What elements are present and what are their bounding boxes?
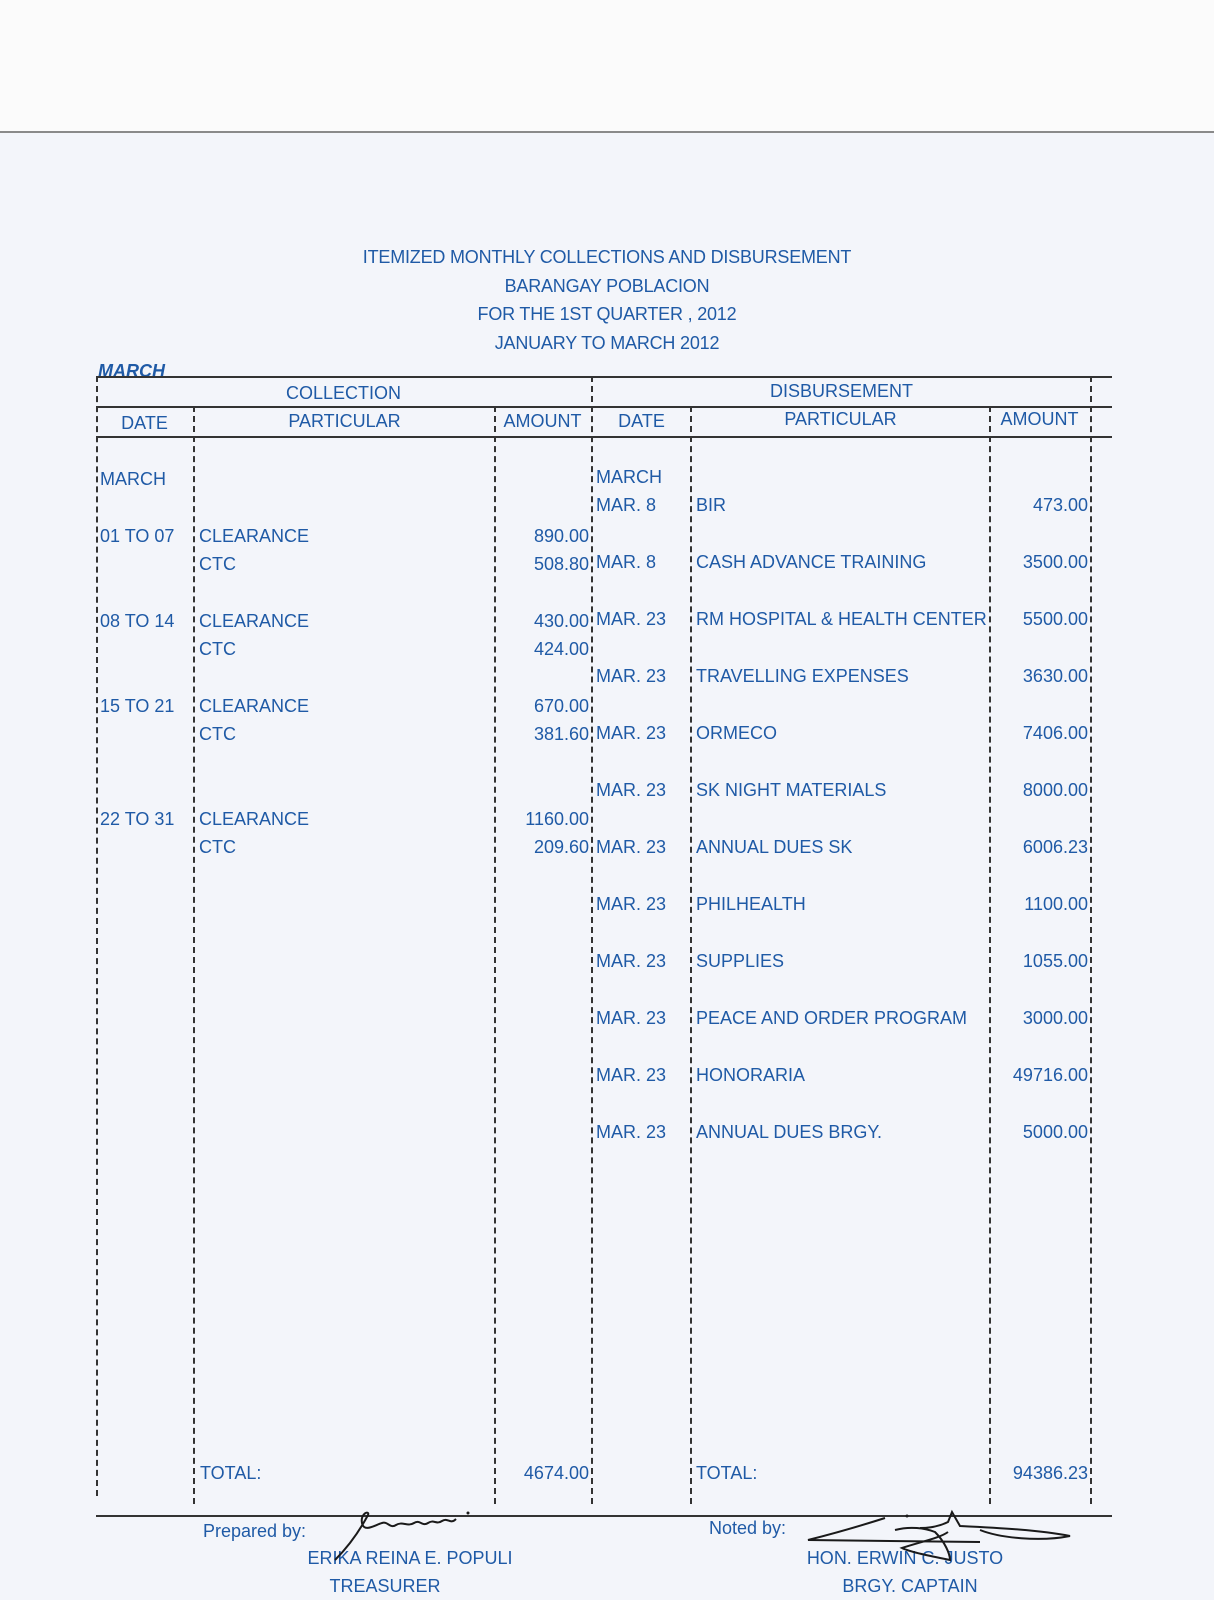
disbursement-row-1-amount: 3500.00 xyxy=(1022,552,1088,572)
disbursement-row-4-date: MAR. 23 xyxy=(596,723,667,743)
collection-row-2-amount: 508.80 xyxy=(533,554,589,574)
collection-row-6-particular: CTC xyxy=(199,724,236,744)
disbursement-row-10-amount: 49716.00 xyxy=(1012,1065,1088,1085)
collection-date-header: DATE xyxy=(121,413,168,433)
disbursement-row-1-particular: CASH ADVANCE TRAINING xyxy=(696,552,927,572)
disbursement-row-3-amount: 3630.00 xyxy=(1022,666,1088,686)
collection-total-amount: 4674.00 xyxy=(523,1463,589,1483)
collection-row-3-particular: CLEARANCE xyxy=(199,611,310,631)
disbursement-row-7-date: MAR. 23 xyxy=(596,894,667,914)
disbursement-row-1-date: MAR. 8 xyxy=(596,552,657,572)
disbursement-total-label: TOTAL: xyxy=(696,1463,758,1483)
collection-row-7-date: 22 TO 31 xyxy=(100,809,175,829)
disbursement-row-9-amount: 3000.00 xyxy=(1022,1008,1088,1028)
collection-row-3-date: 08 TO 14 xyxy=(100,611,175,631)
disbursement-row-6-date: MAR. 23 xyxy=(596,837,667,857)
disbursement-section-header: DISBURSEMENT xyxy=(769,381,913,401)
disbursement-row-5-date: MAR. 23 xyxy=(596,780,667,800)
disbursement-row-11-date: MAR. 23 xyxy=(596,1122,667,1142)
disbursement-row-0-date: MAR. 8 xyxy=(596,495,657,515)
disbursement-row-11-particular: ANNUAL DUES BRGY. xyxy=(696,1122,883,1142)
collection-section-header: COLLECTION xyxy=(285,383,402,403)
disbursement-row-2-amount: 5500.00 xyxy=(1022,609,1088,629)
disbursement-row-0-particular: BIR xyxy=(696,495,727,515)
prepared-by-name: ERIKA REINA E. POPULI xyxy=(307,1548,513,1568)
disbursement-row-2-particular: RM HOSPITAL & HEALTH CENTER xyxy=(696,609,987,629)
collection-row-8-particular: CTC xyxy=(199,837,236,857)
scanner-background xyxy=(0,0,1214,131)
disbursement-row-10-particular: HONORARIA xyxy=(696,1065,806,1085)
disbursement-row-0-amount: 473.00 xyxy=(1032,495,1088,515)
collection-row-3-amount: 430.00 xyxy=(533,611,589,631)
disbursement-row-5-amount: 8000.00 xyxy=(1022,780,1088,800)
month-label: MARCH xyxy=(98,361,165,381)
collection-row-0-date: MARCH xyxy=(100,469,166,489)
collection-row-5-date: 15 TO 21 xyxy=(100,696,175,716)
collection-row-4-particular: CTC xyxy=(199,639,236,659)
collection-row-7-particular: CLEARANCE xyxy=(199,809,310,829)
col-border-middle xyxy=(591,376,593,1504)
collection-row-2-particular: CTC xyxy=(199,554,236,574)
collection-row-1-particular: CLEARANCE xyxy=(199,526,310,546)
disbursement-row-7-amount: 1100.00 xyxy=(1024,894,1088,914)
disbursement-row-4-particular: ORMECO xyxy=(696,723,777,743)
col-border-coll-date xyxy=(193,406,195,1504)
disbursement-row-8-amount: 1055.00 xyxy=(1022,951,1088,971)
collection-row-5-particular: CLEARANCE xyxy=(199,696,310,716)
disbursement-row-3-particular: TRAVELLING EXPENSES xyxy=(696,666,909,686)
disbursement-particular-header: PARTICULAR xyxy=(784,409,897,429)
col-border-left xyxy=(96,376,98,1496)
barangay-name: BARANGAY POBLACION xyxy=(504,275,710,296)
noted-by-title: BRGY. CAPTAIN xyxy=(842,1576,978,1596)
period-label: JANUARY TO MARCH 2012 xyxy=(494,332,720,353)
disbursement-row-6-amount: 6006.23 xyxy=(1022,837,1088,857)
collection-row-4-amount: 424.00 xyxy=(533,639,589,659)
collection-amount-header: AMOUNT xyxy=(503,411,582,431)
collection-total-label: TOTAL: xyxy=(200,1463,262,1483)
captain-signature-icon xyxy=(800,1508,1100,1568)
disbursement-row-4-amount: 7406.00 xyxy=(1022,723,1088,743)
noted-by-label: Noted by: xyxy=(709,1518,787,1538)
disbursement-date-header: DATE xyxy=(618,411,665,431)
collection-row-1-amount: 890.00 xyxy=(533,526,589,546)
noted-by-name: HON. ERWIN C. JUSTO xyxy=(806,1548,1004,1568)
document-title: ITEMIZED MONTHLY COLLECTIONS AND DISBURSEMENT xyxy=(362,247,852,267)
disbursement-row-3-date: MAR. 23 xyxy=(596,666,667,686)
collection-row-5-amount: 670.00 xyxy=(533,696,589,716)
collection-row-6-amount: 381.60 xyxy=(533,724,589,744)
disbursement-row-9-particular: PEACE AND ORDER PROGRAM xyxy=(696,1008,968,1028)
treasurer-signature-icon xyxy=(330,1505,480,1565)
col-border-right xyxy=(1090,376,1092,1504)
collection-particular-header: PARTICULAR xyxy=(288,411,401,431)
disbursement-row-7-particular: PHILHEALTH xyxy=(696,894,806,914)
table-top-border xyxy=(96,376,1112,378)
disbursement-row-2-date: MAR. 23 xyxy=(596,609,667,629)
disbursement-row-5-particular: SK NIGHT MATERIALS xyxy=(696,780,887,800)
column-header-divider xyxy=(96,436,1112,438)
collection-row-1-date: 01 TO 07 xyxy=(100,526,175,546)
disbursement-amount-header: AMOUNT xyxy=(1000,409,1079,429)
collection-row-8-amount: 209.60 xyxy=(533,837,589,857)
disbursement-row-11-amount: 5000.00 xyxy=(1022,1122,1088,1142)
prepared-by-label: Prepared by: xyxy=(203,1521,307,1541)
disbursement-row-6-particular: ANNUAL DUES SK xyxy=(696,837,853,857)
disbursement-row-9-date: MAR. 23 xyxy=(596,1008,667,1028)
disbursement-month-row: MARCH xyxy=(596,467,662,487)
quarter-label: FOR THE 1ST QUARTER , 2012 xyxy=(477,304,737,324)
disbursement-row-8-particular: SUPPLIES xyxy=(696,951,785,971)
disbursement-row-8-date: MAR. 23 xyxy=(596,951,667,971)
disbursement-total-amount: 94386.23 xyxy=(1012,1463,1088,1483)
collection-row-7-amount: 1160.00 xyxy=(525,809,589,829)
disbursement-row-10-date: MAR. 23 xyxy=(596,1065,667,1085)
prepared-by-title: TREASURER xyxy=(329,1576,441,1596)
ledger-table xyxy=(96,381,1112,1515)
col-border-disb-date xyxy=(690,406,692,1504)
document-title-block xyxy=(0,243,1214,357)
